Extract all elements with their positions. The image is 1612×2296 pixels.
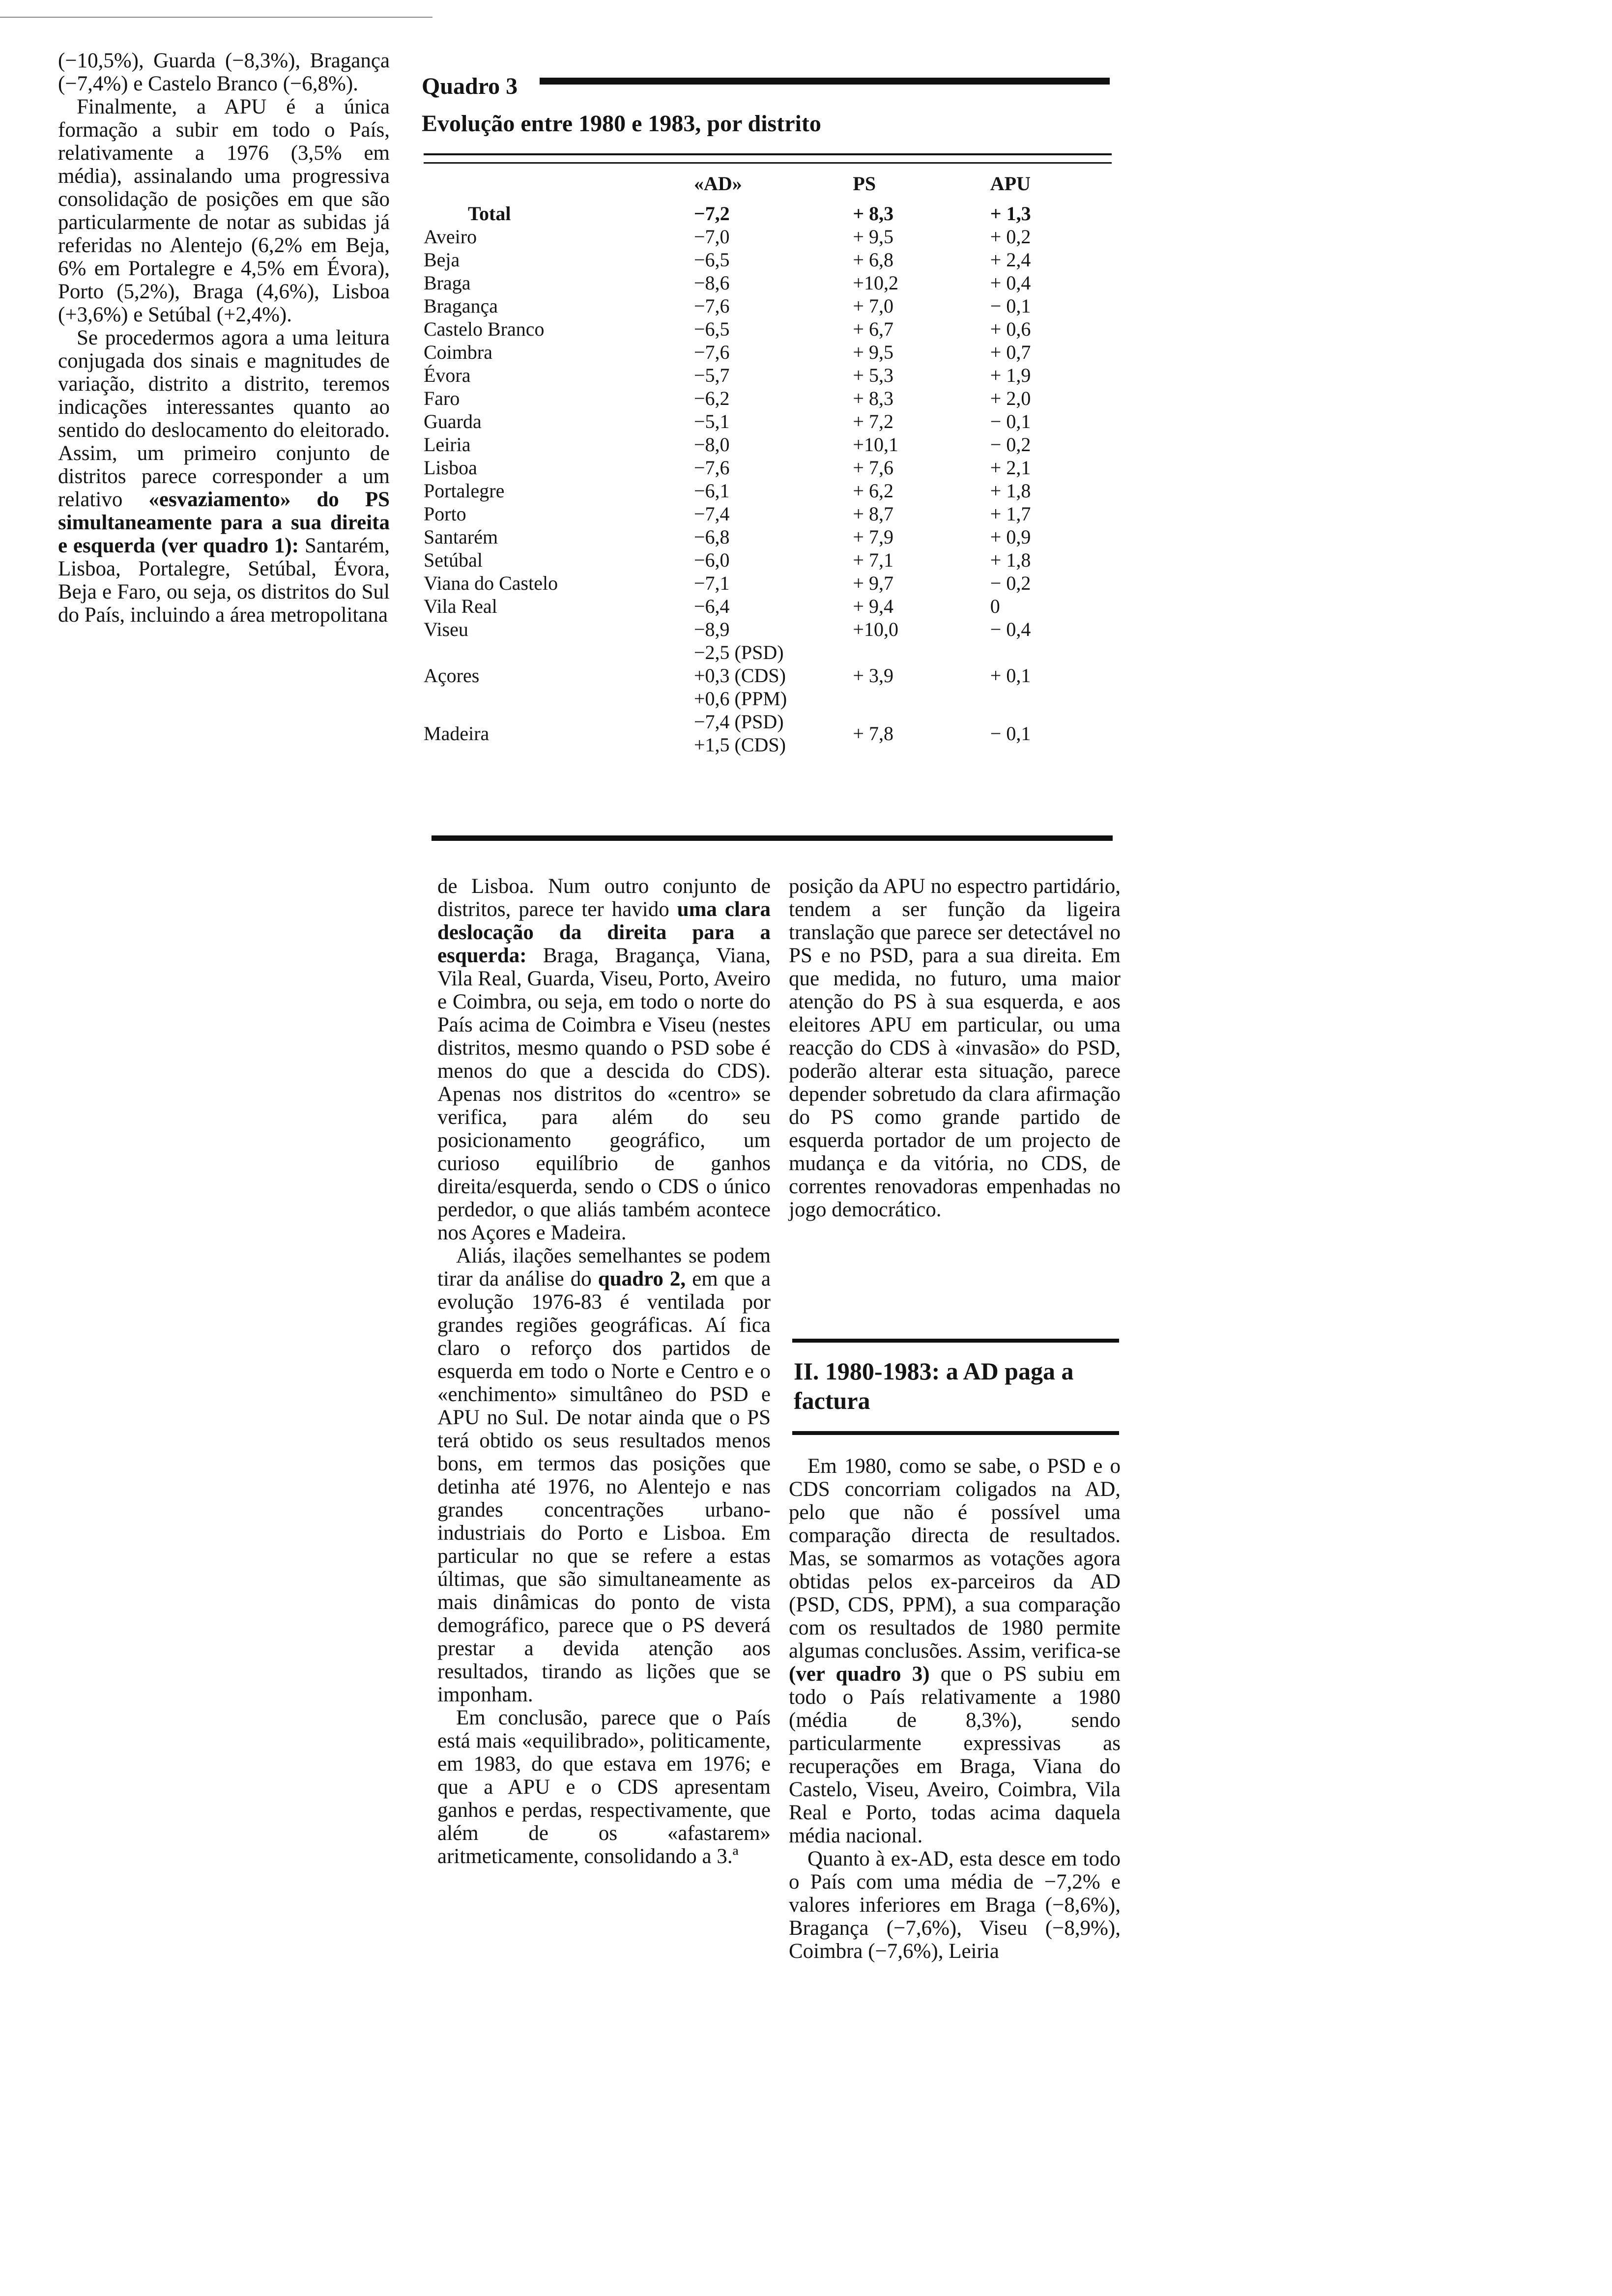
row-apu: + 0,9 [990, 526, 1031, 548]
row-ad: −6,4 [693, 595, 730, 617]
right-paragraph-2 [789, 1455, 1121, 1847]
header-district [424, 172, 664, 202]
right-text-column-lower [789, 1455, 1121, 1963]
left-paragraph-3 [58, 326, 390, 627]
table-row [424, 433, 1112, 456]
row-ps: + 7,2 [853, 410, 893, 432]
table-row [424, 456, 1112, 479]
header-ps: PS [853, 172, 876, 195]
row-apu: + 2,1 [990, 457, 1031, 479]
row-ps: + 7,1 [853, 549, 893, 571]
row-apu: + 1,8 [990, 480, 1031, 502]
table-row [424, 595, 1112, 618]
header-apu: APU [990, 172, 1031, 195]
row-ad: −8,9 [693, 618, 730, 640]
row-apu: − 0,1 [990, 722, 1031, 745]
row-apu: − 0,2 [990, 433, 1031, 456]
row-ad: −7,4 [693, 503, 730, 525]
left-text-column [58, 49, 390, 627]
row-ad: −6,5 [693, 249, 730, 271]
row-name: Santarém [424, 526, 498, 548]
row-ps: + 7,6 [853, 457, 893, 479]
row-name: Guarda [424, 410, 482, 432]
row-apu: + 1,7 [990, 503, 1031, 525]
left-bold-phrase: «esvaziamento» do PS simultaneamente para a sua direita e esquerda (ver quadro 1): [58, 488, 390, 557]
acores-ad-cds: +0,3 (CDS) [693, 664, 786, 687]
row-ps: + 5,3 [853, 364, 893, 386]
row-ad: −7,1 [693, 572, 730, 594]
row-ps: + 8,7 [853, 503, 893, 525]
row-ad: −6,5 [693, 318, 730, 340]
row-ps: + 9,5 [853, 341, 893, 363]
row-ad: −7,6 [693, 457, 730, 479]
quadro-3-table [424, 172, 1112, 756]
middle-p2-b: em que a evolução 1976-83 é ventilada por grandes regiões geográficas. Aí fica claro o reforço dos partidos de esquerda em todo o Norte e Centro e o «enchimento» simultâneo do PSD e APU no Sul. De notar ainda que o PS terá obtido os seus resultados menos bons, em termos das posições que detinha até 1976, no Alentejo e nas grandes concentrações urbano-industriais do Porto e Lisboa. Em particular no que se refere a estas últimas, que são simultaneamente as mais dinâmicas do ponto de vista demográfico, parece que o PS deverá prestar a devida atenção aos resultados, tirando as lições que se imponham. [437, 1267, 771, 1706]
row-name: Setúbal [424, 549, 483, 571]
left-paragraph-3-text: Se procedermos agora a uma leitura conjugada dos sinais e magnitudes de variação, distrito a distrito, teremos indicações interessantes quanto ao sentido do deslocamento do eleitorado. Assim, um primeiro conjunto de distritos parece corresponder a um relativo [58, 326, 390, 511]
row-ps: +10,0 [853, 618, 898, 640]
row-name: Viseu [424, 618, 468, 640]
row-name: Leiria [424, 433, 471, 456]
row-ps: + 7,0 [853, 295, 893, 317]
right-text-column [789, 875, 1121, 1221]
row-ad: −6,8 [693, 526, 730, 548]
section-rule-top [792, 1339, 1119, 1343]
row-name: Lisboa [424, 457, 477, 479]
row-ad [664, 641, 833, 710]
row-name: Bragança [424, 295, 498, 317]
middle-p1-bold: uma clara deslocação da direita para a esquerda: [437, 898, 771, 967]
middle-paragraph-2 [437, 1244, 771, 1706]
right-p2-a: Em 1980, como se sabe, o PSD e o CDS concorriam coligados na AD, pelo que não é possível uma comparação directa de resultados. Mas, se somarmos as votações agora obtidas pelos ex-parceiros da AD (PSD, CDS, PPM), a sua comparação com os resultados de 1980 permite algumas conclusões. Assim, verifica-se [789, 1455, 1121, 1663]
right-paragraph-1: posição da APU no espectro partidário, tendem a ser função da ligeira translação que parece ser detectável no PS e no PSD, para a sua direita. Em que medida, no futuro, uma maior atenção do PS à sua esquerda, e aos eleitores APU em particular, ou uma reacção do CDS à «invasão» do PSD, poderão alterar esta situação, parece depender sobretudo da clara afirmação do PS como grande partido de esquerda portador de um projecto de mudança e da vitória, no CDS, de correntes renovadoras empenhadas no jogo democrático. [789, 875, 1121, 1221]
table-row [424, 410, 1112, 433]
table-row [424, 572, 1112, 595]
row-ad: −7,2 [693, 202, 730, 225]
row-apu: + 0,7 [990, 341, 1031, 363]
row-apu: + 0,1 [990, 664, 1031, 687]
right-paragraph-3: Quanto à ex-AD, esta desce em todo o País com uma média de −7,2% e valores inferiores em Braga (−8,6%), Bragança (−7,6%), Viseu (−8,9%), Coimbra (−7,6%), Leiria [789, 1847, 1121, 1963]
row-ad: −7,6 [693, 341, 730, 363]
left-paragraph-2: Finalmente, a APU é a única formação a subir em todo o País, relativamente a 1976 (3,5% em média), assinalando uma progressiva consolidação de posições em que são particularmente de notar as subidas já referidas no Alentejo (6,2% em Beja, 6% em Portalegre e 4,5% em Évora), Porto (5,2%), Braga (4,6%), Lisboa (+3,6%) e Setúbal (+2,4%). [58, 95, 390, 326]
row-apu: + 0,4 [990, 272, 1031, 294]
row-name: Évora [424, 364, 471, 386]
table-row-acores [424, 641, 1112, 710]
quadro-header-row [424, 172, 1112, 202]
quadro-label-rule [540, 78, 1110, 85]
row-ps: + 9,5 [853, 226, 893, 248]
row-apu: − 0,4 [990, 618, 1031, 640]
row-ad: −6,0 [693, 549, 730, 571]
left-paragraph-3-tail: Santarém, Lisboa, Portalegre, Setúbal, Évora, Beja e Faro, ou seja, os distritos do Sul do País, incluindo a área metropolitana [58, 534, 390, 627]
row-ps: +10,1 [853, 433, 898, 456]
row-ad: −6,1 [693, 480, 730, 502]
middle-p2-a: Aliás, ilações semelhantes se podem tirar da análise do [437, 1244, 771, 1291]
row-apu: + 1,9 [990, 364, 1031, 386]
row-name: Vila Real [424, 595, 497, 617]
table-row [424, 271, 1112, 294]
quadro-label: Quadro 3 [422, 73, 518, 99]
quadro-head-rule-bottom [424, 162, 1112, 164]
table-row [424, 248, 1112, 271]
row-name: Braga [424, 272, 471, 294]
middle-p1-a: de Lisboa. Num outro conjunto de distritos, parece ter havido [437, 875, 771, 921]
row-apu: + 2,4 [990, 249, 1031, 271]
row-name: Faro [424, 387, 460, 409]
table-row [424, 225, 1112, 248]
row-ad: −8,0 [693, 433, 730, 456]
table-row [424, 618, 1112, 641]
middle-p2-bold: quadro 2, [598, 1267, 686, 1291]
row-name: Aveiro [424, 226, 477, 248]
row-name: Madeira [424, 722, 489, 745]
table-row [424, 387, 1112, 410]
table-row-madeira [424, 710, 1112, 756]
middle-p1-b: Braga, Bragança, Viana, Vila Real, Guarda, Viseu, Porto, Aveiro e Coimbra, ou seja, em todo o norte do País acima de Coimbra e Viseu (nestes distritos, mesmo quando o PSD sobe é menos do que a descida do CDS). Apenas nos distritos do «centro» se verifica, para além do seu posicionamento geográfico, um curioso equilíbrio de ganhos direita/esquerda, sendo o CDS o único perdedor, o que aliás também acontece nos Açores e Madeira. [437, 944, 771, 1244]
row-name: Castelo Branco [424, 318, 545, 340]
row-ad [664, 710, 833, 756]
row-ps: + 8,3 [853, 387, 893, 409]
row-ps: + 9,7 [853, 572, 893, 594]
table-row [424, 525, 1112, 548]
row-ps: + 9,4 [853, 595, 893, 617]
row-name: Total [468, 202, 511, 225]
row-ad: −8,6 [693, 272, 730, 294]
row-ps: + 6,8 [853, 249, 893, 271]
table-row [424, 502, 1112, 525]
middle-paragraph-3: Em conclusão, parece que o País está mais «equilibrado», politicamente, em 1983, do que estava em 1976; e que a APU e o CDS apresentam ganhos e perdas, respectivamente, que além de os «afastarem» aritmeticamente, consolidando a 3.ª [437, 1706, 771, 1868]
row-ad: −6,2 [693, 387, 730, 409]
row-apu: − 0,2 [990, 572, 1031, 594]
row-ps: + 7,9 [853, 526, 893, 548]
row-ad: −5,1 [693, 410, 730, 432]
table-row [424, 479, 1112, 502]
table-row [424, 317, 1112, 341]
acores-ad-ppm: +0,6 (PPM) [693, 688, 787, 710]
row-ps: + 7,8 [853, 722, 893, 745]
row-ps: +10,2 [853, 272, 898, 294]
right-p2-b: que o PS subiu em todo o País relativamente a 1980 (média de 8,3%), sendo particularmente expressivas as recuperações em Braga, Viana do Castelo, Viseu, Aveiro, Coimbra, Vila Real e Porto, todas acima daquela média nacional. [789, 1663, 1121, 1847]
madeira-ad-psd: −7,4 (PSD) [693, 711, 784, 733]
row-name: Portalegre [424, 480, 505, 502]
row-apu: + 1,8 [990, 549, 1031, 571]
row-ad: −5,7 [693, 364, 730, 386]
row-apu: + 0,2 [990, 226, 1031, 248]
row-apu: − 0,1 [990, 410, 1031, 432]
row-name: Porto [424, 503, 466, 525]
header-ad: «AD» [693, 172, 742, 195]
row-name: Viana do Castelo [424, 572, 558, 594]
row-ps: + 8,3 [853, 202, 894, 225]
quadro-bottom-rule [432, 835, 1113, 841]
row-name: Coimbra [424, 341, 492, 363]
table-row [424, 294, 1112, 317]
row-ps: + 6,7 [853, 318, 893, 340]
middle-text-column [437, 875, 771, 1868]
table-row [424, 341, 1112, 364]
quadro-head-rule-top [424, 153, 1112, 155]
row-ps: + 6,2 [853, 480, 893, 502]
left-paragraph-1: (−10,5%), Guarda (−8,3%), Bragança (−7,4%) e Castelo Branco (−6,8%). [58, 49, 390, 95]
table-row [424, 202, 1112, 225]
table-row [424, 548, 1112, 572]
row-apu: + 1,3 [990, 202, 1031, 225]
quadro-title: Evolução entre 1980 e 1983, por distrito [422, 111, 821, 137]
right-p2-bold: (ver quadro 3) [789, 1663, 930, 1686]
middle-paragraph-1 [437, 875, 771, 1244]
row-apu: − 0,1 [990, 295, 1031, 317]
row-name: Beja [424, 249, 460, 271]
row-apu: + 0,6 [990, 318, 1031, 340]
row-ps: + 3,9 [853, 664, 893, 687]
row-name: Açores [424, 664, 480, 687]
row-apu: 0 [990, 595, 1000, 617]
row-ad: −7,6 [693, 295, 730, 317]
madeira-ad-cds: +1,5 (CDS) [693, 734, 786, 756]
row-apu: + 2,0 [990, 387, 1031, 409]
acores-ad-psd: −2,5 (PSD) [693, 641, 784, 663]
top-edge-line [0, 17, 432, 18]
section-rule-bottom [792, 1431, 1119, 1435]
row-ad: −7,0 [693, 226, 730, 248]
section-heading: II. 1980-1983: a AD paga a factura [794, 1357, 1074, 1414]
table-row [424, 364, 1112, 387]
